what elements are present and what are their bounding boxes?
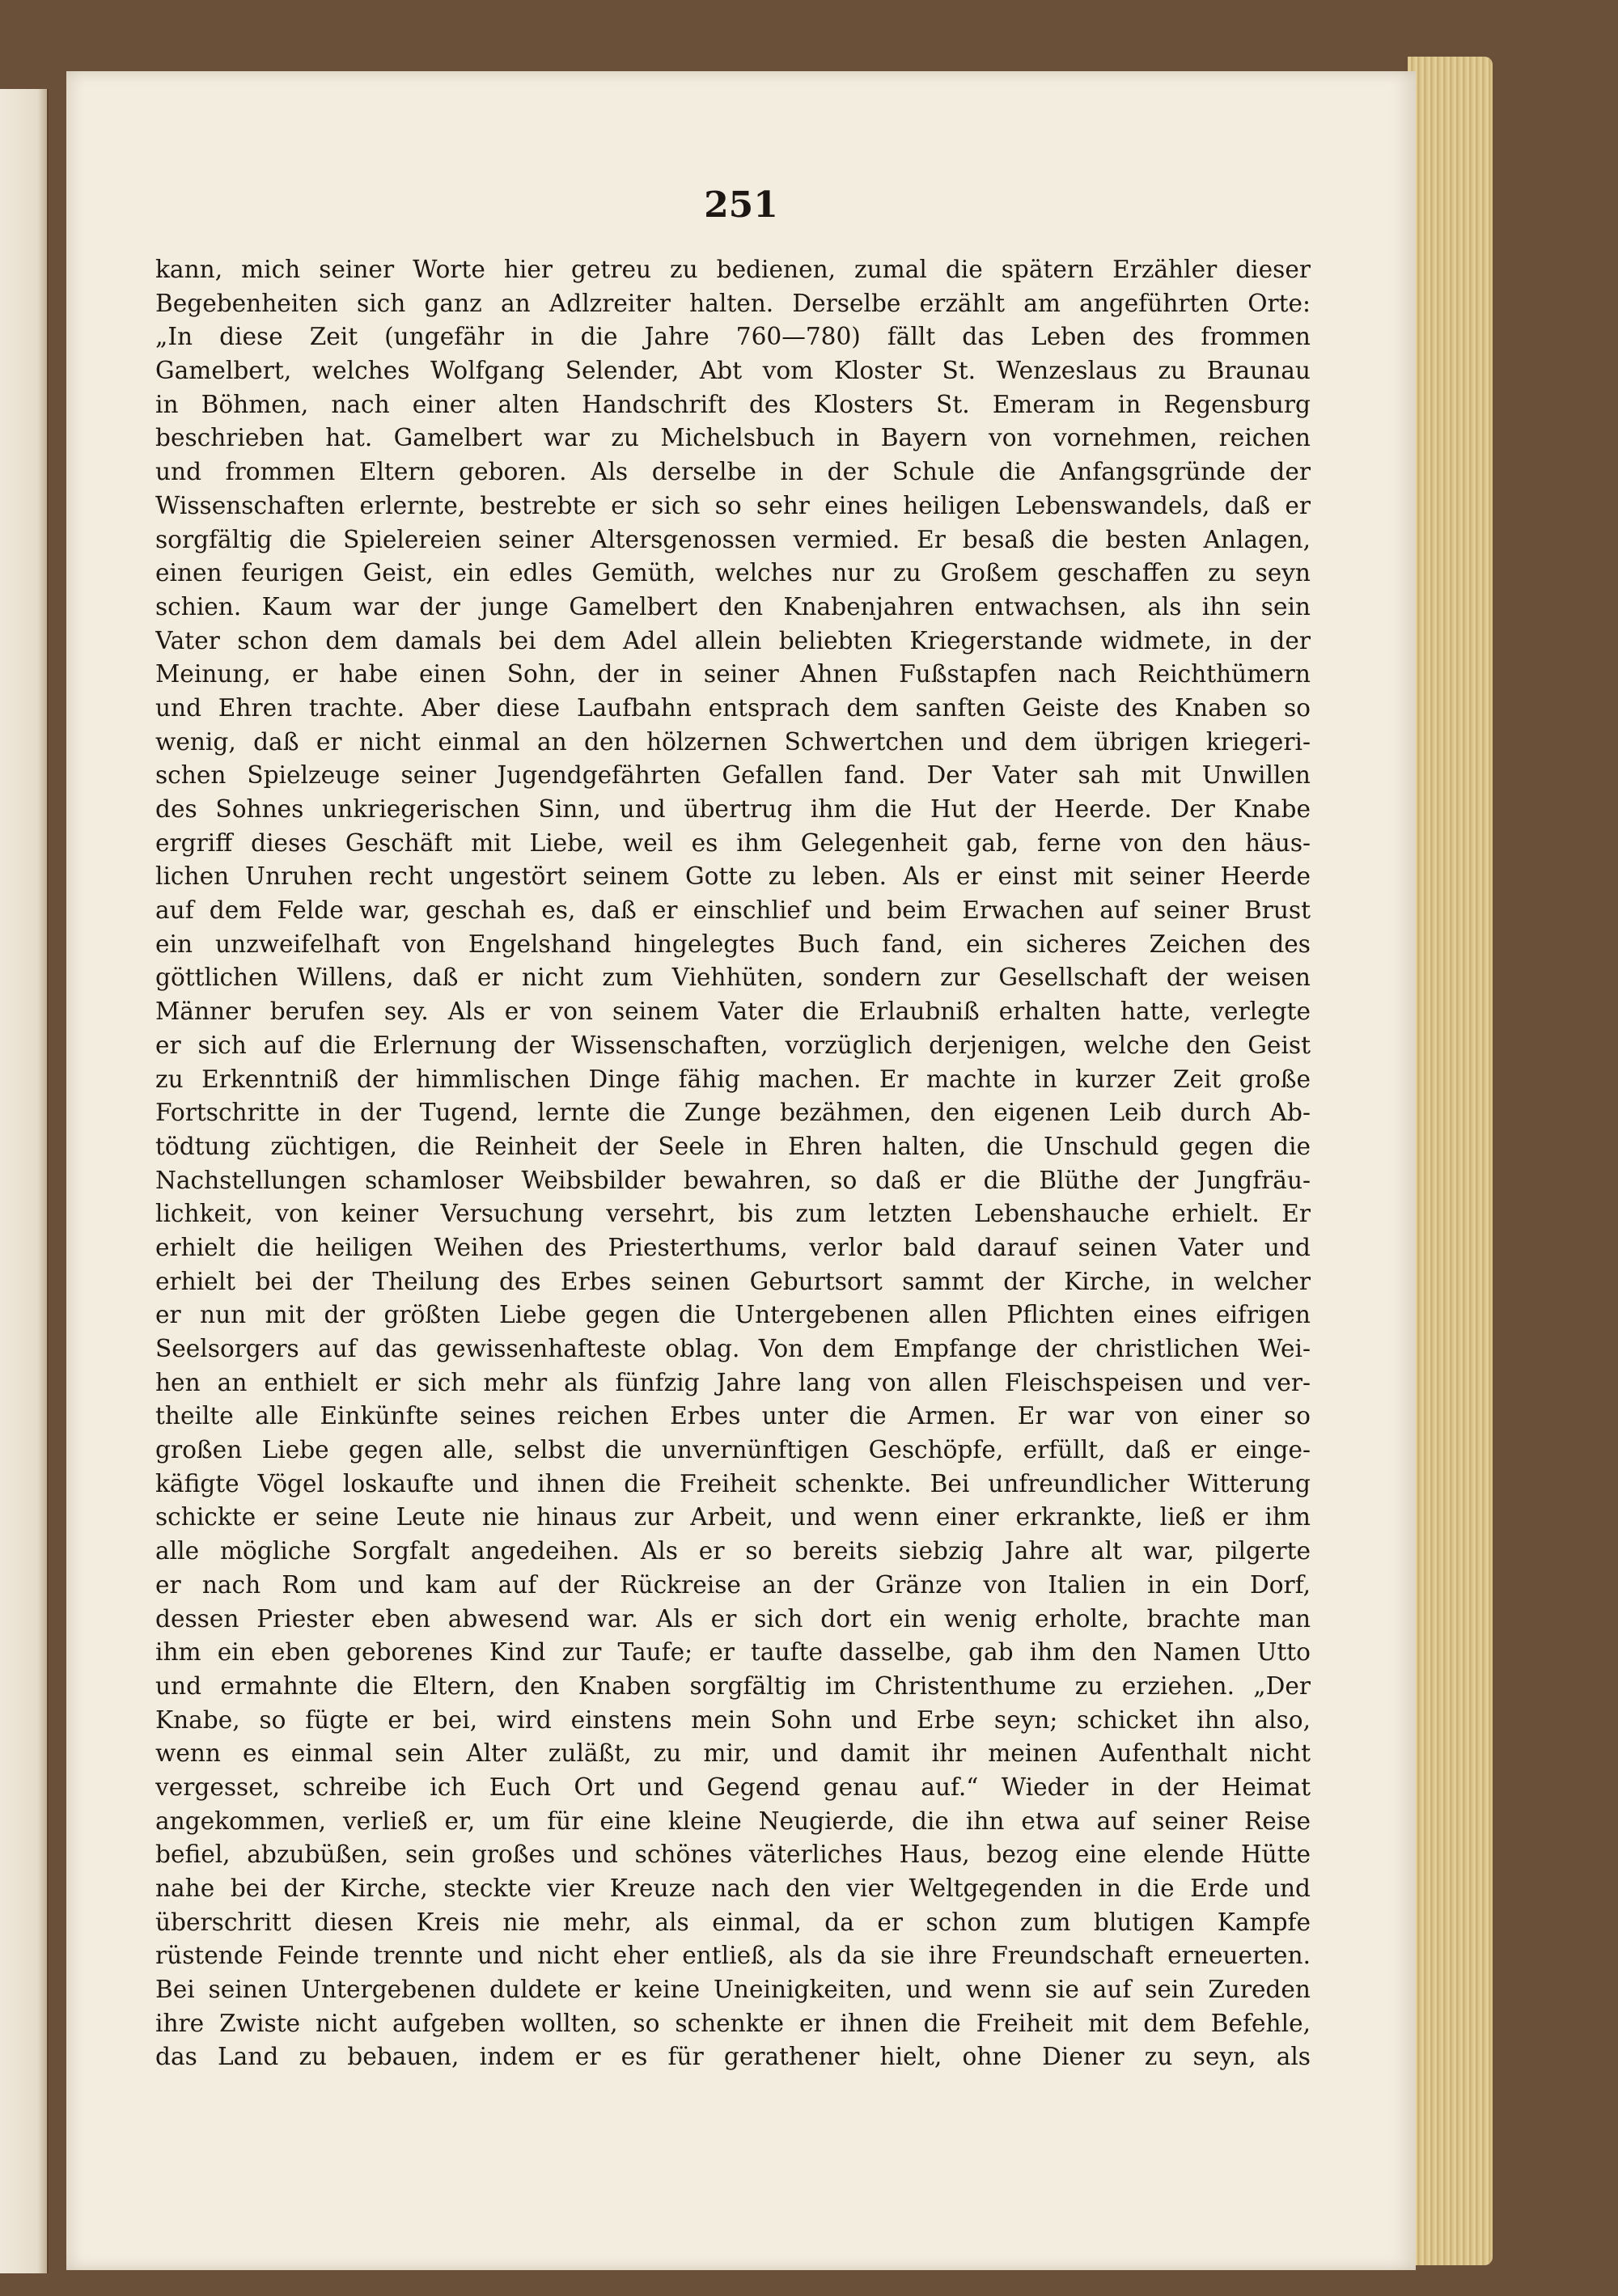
text-line: schickte er seine Leute nie hinaus zur Arbeit, und wenn einer erkrankte, ließ er ihm	[155, 1503, 1311, 1531]
text-line: und ermahnte die Eltern, den Knaben sorgfältig im Christenthume zu erziehen. „Der	[155, 1671, 1311, 1700]
text-line: und Ehren trachte. Aber diese Laufbahn entsprach dem sanften Geiste des Knaben so	[155, 693, 1311, 722]
page-number: 251	[704, 184, 778, 226]
text-line: ihre Zwiste nicht aufgeben wollten, so schenkte er ihnen die Freiheit mit dem Befehle,	[155, 2009, 1311, 2037]
text-line: lichen Unruhen recht ungestört seinem Gotte zu leben. Als er einst mit seiner Heerde	[155, 862, 1311, 891]
text-line: Männer berufen sey. Als er von seinem Vater die Erlaubniß erhalten hatte, verlegte	[155, 998, 1311, 1026]
text-line: göttlichen Willens, daß er nicht zum Viehhüten, sondern zur Gesellschaft der weisen	[155, 964, 1311, 992]
text-line: lichkeit, von keiner Versuchung versehrt, bis zum letzten Lebenshauche erhielt. Er	[155, 1200, 1311, 1228]
text-line: das Land zu bebauen, indem er es für gerathener hielt, ohne Diener zu seyn, als	[155, 2043, 1311, 2071]
text-line: „In diese Zeit (ungefähr in die Jahre 760—780) fällt das Leben des frommen	[155, 323, 1311, 351]
text-line: befiel, abzubüßen, sein großes und schönes väterliches Haus, bezog eine elende Hütte	[155, 1841, 1311, 1869]
text-line: wenig, daß er nicht einmal an den hölzernen Schwertchen und dem übrigen kriegeri-	[155, 727, 1311, 756]
text-line: dessen Priester eben abwesend war. Als er sich dort ein wenig erholte, brachte man	[155, 1604, 1311, 1633]
facing-page-edge	[0, 89, 49, 2273]
text-line: erhielt die heiligen Weihen des Priesterthums, verlor bald darauf seinen Vater und	[155, 1233, 1311, 1261]
text-line: Nachstellungen schamloser Weibsbilder bewahren, so daß er die Blüthe der Jungfräu-	[155, 1166, 1311, 1194]
text-line: erhielt bei der Theilung des Erbes seinen Geburtsort sammt der Kirche, in welcher	[155, 1267, 1311, 1295]
text-line: des Sohnes unkriegerischen Sinn, und übertrug ihm die Hut der Heerde. Der Knabe	[155, 795, 1311, 823]
text-line: hen an enthielt er sich mehr als fünfzig Jahre lang von allen Fleischspeisen und ver-	[155, 1368, 1311, 1396]
text-line: alle mögliche Sorgfalt angedeihen. Als er so bereits siebzig Jahre alt war, pilgerte	[155, 1537, 1311, 1565]
page-edges	[1408, 57, 1493, 2265]
text-line: Wissenschaften erlernte, bestrebte er sich so sehr eines heiligen Lebenswandels, daß er	[155, 491, 1311, 519]
text-line: beschrieben hat. Gamelbert war zu Michelsbuch in Bayern von vornehmen, reichen	[155, 424, 1311, 452]
text-line: er nach Rom und kam auf der Rückreise an der Gränze von Italien in ein Dorf,	[155, 1570, 1311, 1599]
text-line: vergesset, schreibe ich Euch Ort und Gegend genau auf.“ Wieder in der Heimat	[155, 1773, 1311, 1801]
text-line: und frommen Eltern geboren. Als derselbe in der Schule die Anfangsgründe der	[155, 458, 1311, 486]
text-line: theilte alle Einkünfte seines reichen Erbes unter die Armen. Er war von einer so	[155, 1402, 1311, 1430]
text-line: kann, mich seiner Worte hier getreu zu bedienen, zumal die spätern Erzähler dieser	[155, 256, 1311, 283]
text-line: Gamelbert, welches Wolfgang Selender, Abt vom Kloster St. Wenzeslaus zu Braunau	[155, 357, 1311, 385]
text-line: auf dem Felde war, geschah es, daß er einschlief und beim Erwachen auf seiner Brust	[155, 896, 1311, 925]
text-line: ergriff dieses Geschäft mit Liebe, weil es ihm Gelegenheit gab, ferne von den häus-	[155, 828, 1311, 857]
text-line: er nun mit der größten Liebe gegen die Untergebenen allen Pflichten eines eifrigen	[155, 1301, 1311, 1329]
body-text	[155, 253, 1311, 2074]
text-line: tödtung züchtigen, die Reinheit der Seele in Ehren halten, die Unschuld gegen die	[155, 1132, 1311, 1160]
text-line: angekommen, verließ er, um für eine kleine Neugierde, die ihn etwa auf seiner Reise	[155, 1807, 1311, 1835]
text-line: rüstende Feinde trennte und nicht eher entließ, als da sie ihre Freundschaft erneuerten.	[155, 1942, 1311, 1970]
text-line: überschritt diesen Kreis nie mehr, als einmal, da er schon zum blutigen Kampfe	[155, 1908, 1311, 1936]
text-line: Vater schon dem damals bei dem Adel allein beliebten Kriegerstande widmete, in der	[155, 626, 1311, 654]
text-line: Meinung, er habe einen Sohn, der in seiner Ahnen Fußstapfen nach Reichthümern	[155, 660, 1311, 688]
text-line: Fortschritte in der Tugend, lernte die Zunge bezähmen, den eigenen Leib durch Ab-	[155, 1099, 1311, 1127]
text-line: schien. Kaum war der junge Gamelbert den Knabenjahren entwachsen, als ihn sein	[155, 592, 1311, 621]
text-line: er sich auf die Erlernung der Wissenschaften, vorzüglich derjenigen, welche den Geist	[155, 1031, 1311, 1059]
text-line: wenn es einmal sein Alter zuläßt, zu mir, und damit ihr meinen Aufenthalt nicht	[155, 1739, 1311, 1768]
text-line: sorgfältig die Spielereien seiner Altersgenossen vermied. Er besaß die besten Anlagen,	[155, 525, 1311, 553]
text-line: schen Spielzeuge seiner Jugendgefährten Gefallen fand. Der Vater sah mit Unwillen	[155, 761, 1311, 790]
text-line: Bei seinen Untergebenen duldete er keine Uneinigkeiten, und wenn sie auf sein Zureden	[155, 1976, 1311, 2004]
text-line: ihm ein eben geborenes Kind zur Taufe; er taufte dasselbe, gab ihm den Namen Utto	[155, 1638, 1311, 1667]
text-line: Seelsorgers auf das gewissenhafteste oblag. Von dem Empfange der christlichen Wei-	[155, 1335, 1311, 1362]
text-line: nahe bei der Kirche, steckte vier Kreuze nach den vier Weltgegenden in die Erde und	[155, 1875, 1311, 1902]
text-line: in Böhmen, nach einer alten Handschrift des Klosters St. Emeram in Regensburg	[155, 390, 1311, 418]
text-line: käfigte Vögel loskaufte und ihnen die Freiheit schenkte. Bei unfreundlicher Witterung	[155, 1469, 1311, 1497]
book-page	[66, 71, 1416, 2270]
text-line: großen Liebe gegen alle, selbst die unvernünftigen Geschöpfe, erfüllt, daß er einge-	[155, 1436, 1311, 1464]
text-line: Knabe, so fügte er bei, wird einstens mein Sohn und Erbe seyn; schicket ihn also,	[155, 1705, 1311, 1734]
text-line: ein unzweifelhaft von Engelshand hingelegtes Buch fand, ein sicheres Zeichen des	[155, 930, 1311, 958]
text-line: zu Erkenntniß der himmlischen Dinge fähig machen. Er machte in kurzer Zeit große	[155, 1065, 1311, 1093]
text-line: Begebenheiten sich ganz an Adlzreiter halten. Derselbe erzählt am angeführten Orte:	[155, 289, 1311, 317]
text-line: einen feurigen Geist, ein edles Gemüth, welches nur zu Großem geschaffen zu seyn	[155, 559, 1311, 587]
